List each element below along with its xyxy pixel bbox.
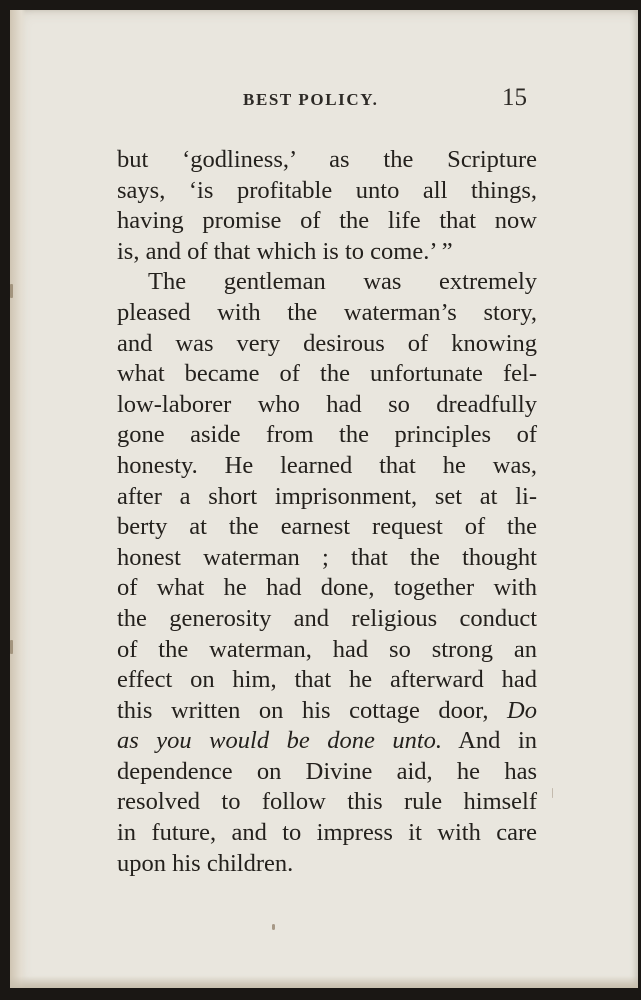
italic-word: Do	[507, 696, 537, 724]
binding-gutter	[10, 10, 26, 988]
text-line: berty at the earnest request of the	[117, 513, 537, 541]
text-line-with-italic	[117, 696, 537, 727]
text-line: honesty. He learned that he was,	[117, 451, 537, 479]
margin-mark	[10, 640, 13, 654]
paper-speck	[272, 924, 275, 930]
text-line: upon his children.	[117, 849, 294, 877]
text-line-start: this written on his cottage door,	[117, 696, 489, 724]
text-line: low-laborer who had so dreadfully	[117, 390, 537, 418]
text-line: dependence on Divine aid, he has	[117, 757, 537, 785]
text-line-with-italic	[117, 726, 537, 757]
paper-page	[10, 10, 638, 988]
page-number: 15	[502, 84, 527, 111]
text-line: the generosity and religious conduct	[117, 604, 537, 632]
text-line: but ‘godliness,’ as the Scripture	[117, 146, 537, 173]
text-line: of what he had done, together with	[117, 574, 537, 602]
text-line: and was very desirous of knowing	[117, 329, 537, 357]
text-line: The gentleman was extremely	[148, 268, 537, 296]
text-line: is, and of that which is to come.’ ”	[117, 237, 453, 265]
text-line: after a short imprisonment, set at li-	[117, 482, 537, 510]
paper-speck	[552, 788, 553, 798]
text-line: says, ‘is profitable unto all things,	[117, 176, 537, 204]
text-line: gone aside from the principles of	[117, 421, 537, 449]
running-header-title: BEST POLICY.	[243, 90, 379, 109]
body-text	[117, 145, 537, 879]
text-line: pleased with the waterman’s story,	[117, 298, 537, 326]
text-line: having promise of the life that now	[117, 207, 537, 235]
text-line: effect on him, that he afterward had	[117, 666, 537, 694]
text-line-end: And in	[458, 727, 537, 755]
italic-phrase: as you would be done unto.	[117, 727, 443, 755]
text-line: of the waterman, had so strong an	[117, 635, 537, 663]
page-bottom-edge	[10, 976, 638, 988]
text-line: in future, and to impress it with care	[117, 819, 537, 847]
text-line: what became of the unfortunate fel-	[117, 360, 537, 388]
text-line: resolved to follow this rule himself	[117, 788, 537, 816]
text-line: honest waterman ; that the thought	[117, 543, 537, 571]
margin-mark	[10, 284, 13, 298]
